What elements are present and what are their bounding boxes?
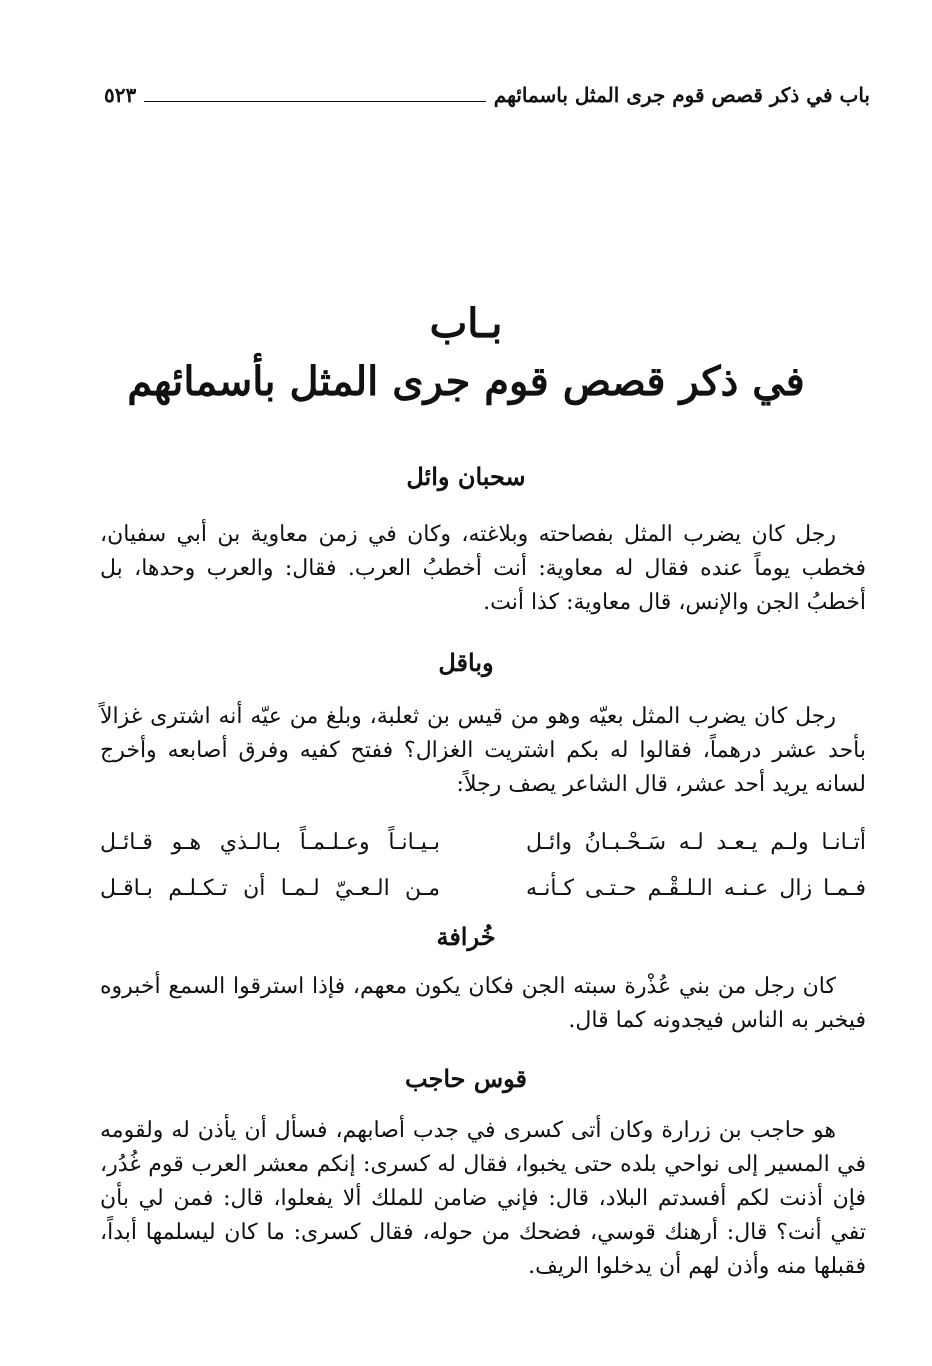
paragraph: هو حاجب بن زرارة وكان أتى كسرى في جدب أصابهم، فسأل أن يأذن له ولقومه في المسير إلى نواحي بلده حتى يخبوا، فقال له كسرى: إنكم معشر العرب قوم غُدُر، فإن أذنت لكم أفسدتم البلاد، قال: فإني ضامن للملك ألا يفعلوا، قال: فمن لي بأن تفي أنت؟ قال: أرهنك قوسي، فضحك من حوله، فقال كسرى: ما كان ليسلمها أبداً، فقبلها منه وأذن لهم أن يدخلوا الريف.: [100, 1118, 866, 1279]
verse-first-hemistich: أتـانـا ولـم يـعـد لـه سَـحْـبـانُ وائـل: [526, 830, 866, 855]
paragraph: رجل كان يضرب المثل بعيّه وهو من قيس بن ثعلبة، وبلغ من عيّه أنه اشترى غزالاً بأحد عشر درهماً، فقالوا له بكم اشتريت الغزال؟ ففتح كفيه وفرق أصابعه وأخرج لسانه يريد أحد عشر، قال الشاعر يصف رجلاً:: [100, 704, 866, 797]
section-body-sahban: [100, 518, 866, 620]
section-heading-qaws-hajib: قوس حاجب: [404, 1064, 528, 1093]
section-body-qaws-hajib: [100, 1114, 866, 1284]
section-heading-khurafa: خُرافة: [436, 922, 496, 951]
verse-line: [100, 830, 866, 864]
chapter-title: في ذكر قصص قوم جرى المثل بأسمائهم: [127, 358, 805, 405]
running-header: [104, 80, 870, 110]
paragraph: كان رجل من بني عُذْرة سبته الجن فكان يكون معهم، فإذا استرقوا السمع أخبروه فيخبر به الناس فيجدونه كما قال.: [100, 974, 866, 1033]
running-title: باب في ذكر قصص قوم جرى المثل باسمائهم: [493, 83, 870, 107]
verse-first-hemistich: فـمـا زال عـنـه الـلـقْـم حـتـى كـأنـه: [526, 876, 866, 901]
section-body-baqil: [100, 700, 866, 802]
page-number: ٥٢٣: [104, 83, 137, 107]
section-body-khurafa: [100, 970, 866, 1038]
header-rule: [144, 101, 486, 102]
section-heading-baqil: وباقل: [438, 648, 494, 677]
verse-second-hemistich: بـيـانـاً وعـلـمـاً بـالـذي هـو قـائـل: [100, 830, 440, 855]
paragraph: رجل كان يضرب المثل بفصاحته وبلاغته، وكان في زمن معاوية بن أبي سفيان، فخطب يوماً عنده فقال له معاوية: أنت أخطبُ العرب. فقال: والعرب وحدها، بل أخطبُ الجن والإنس، قال معاوية: كذا أنت.: [100, 522, 866, 615]
verse-line: [100, 876, 866, 910]
chapter-word: بـاب: [429, 300, 503, 347]
section-heading-sahban: سحبان وائل: [406, 462, 526, 491]
verse-second-hemistich: مـن الـعـيّ لـمـا أن تـكـلـم بـاقـل: [100, 876, 440, 901]
